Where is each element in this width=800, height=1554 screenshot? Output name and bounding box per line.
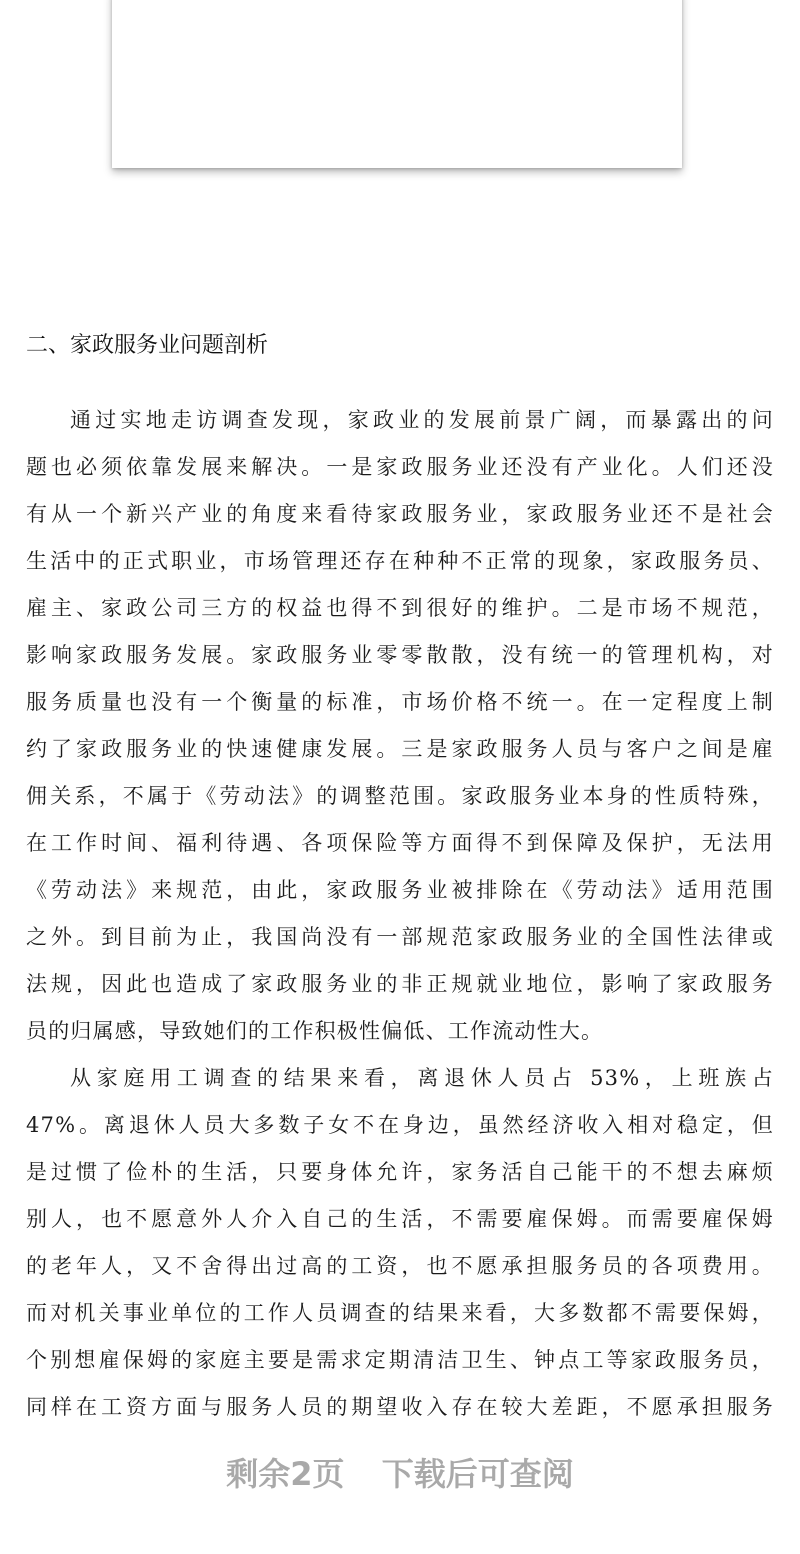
text-line: 别人，也不愿意外人介入自己的生活，不需要雇保姆。而需要雇保姆 <box>26 1207 774 1231</box>
text-line: 47%。离退休人员大多数子女不在身边，虽然经济收入相对稳定，但 <box>26 1113 774 1137</box>
paragraph-1 <box>26 401 774 1059</box>
text-line: 员的归属感，导致她们的工作积极性偏低、工作流动性大。 <box>26 1019 604 1043</box>
text-line: 生活中的正式职业，市场管理还存在种种不正常的现象，家政服务员、 <box>26 549 774 573</box>
text-line: 《劳动法》来规范，由此，家政服务业被排除在《劳动法》适用范围 <box>26 878 774 902</box>
text-line: 之外。到目前为止，我国尚没有一部规范家政服务业的全国性法律或 <box>26 925 774 949</box>
text-line: 通过实地走访调查发现，家政业的发展前景广阔，而暴露出的问 <box>70 408 774 432</box>
document-body <box>26 401 774 1435</box>
text-line: 是过惯了俭朴的生活，只要身体允许，家务活自己能干的不想去麻烦 <box>26 1160 774 1184</box>
text-line: 法规，因此也造成了家政服务业的非正规就业地位，影响了家政服务 <box>26 972 774 996</box>
text-line: 服务质量也没有一个衡量的标准，市场价格不统一。在一定程度上制 <box>26 690 774 714</box>
text-line: 雇主、家政公司三方的权益也得不到很好的维护。二是市场不规范， <box>26 596 774 620</box>
text-line: 从家庭用工调查的结果来看，离退休人员占 53%，上班族占 <box>70 1066 774 1090</box>
text-line: 题也必须依靠发展来解决。一是家政服务业还没有产业化。人们还没 <box>26 455 774 479</box>
previous-page-preview-card <box>112 0 682 168</box>
text-line: 有从一个新兴产业的角度来看待家政服务业，家政服务业还不是社会 <box>26 502 774 526</box>
section-heading: 二、家政服务业问题剖析 <box>26 333 269 358</box>
remaining-pages-download-banner[interactable]: 剩余2页 下载后可查阅 <box>226 1455 574 1493</box>
text-line: 同样在工资方面与服务人员的期望收入存在较大差距，不愿承担服务 <box>26 1395 774 1419</box>
text-line: 佣关系，不属于《劳动法》的调整范围。家政服务业本身的性质特殊， <box>26 784 774 808</box>
text-line: 的老年人，又不舍得出过高的工资，也不愿承担服务员的各项费用。 <box>26 1254 774 1278</box>
text-line: 影响家政服务发展。家政服务业零零散散，没有统一的管理机构，对 <box>26 643 774 667</box>
text-line: 个别想雇保姆的家庭主要是需求定期清洁卫生、钟点工等家政服务员， <box>26 1348 774 1372</box>
text-line: 约了家政服务业的快速健康发展。三是家政服务人员与客户之间是雇 <box>26 737 774 761</box>
paragraph-2 <box>26 1059 774 1435</box>
text-line: 在工作时间、福利待遇、各项保险等方面得不到保障及保护，无法用 <box>26 831 774 855</box>
text-line: 而对机关事业单位的工作人员调查的结果来看，大多数都不需要保姆， <box>26 1301 774 1325</box>
